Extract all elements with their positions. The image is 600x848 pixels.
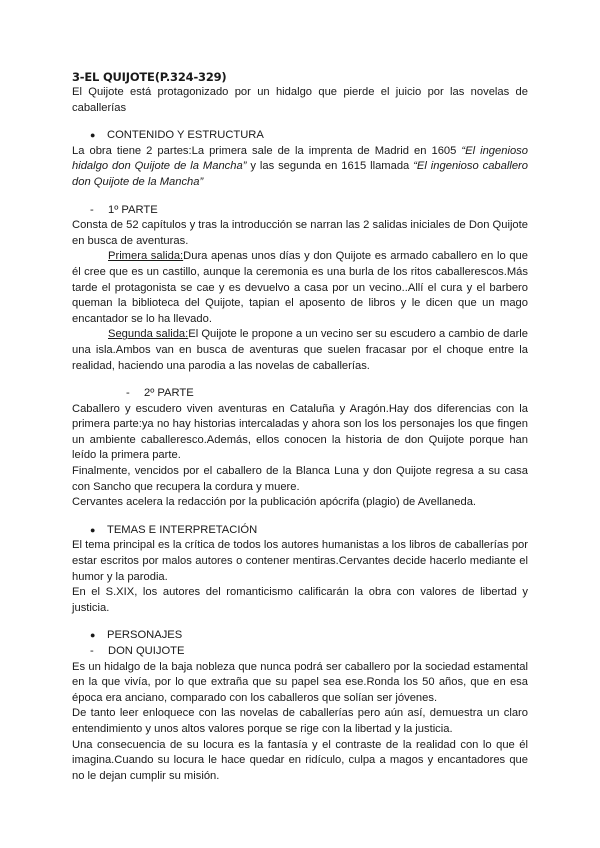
intro-paragraph: El Quijote está protagonizado por un hidalgo que pierde el juicio por las novelas de caballerías [72,86,528,114]
part1-paragraph-2 [72,249,528,327]
section-temas-heading [72,523,528,539]
part2-paragraph-2: Finalmente, vencidos por el caballero de la Blanca Luna y don Quijote regresa a su casa con Sancho que recupera la cordura y muere. [72,465,528,493]
section-heading-text: CONTENIDO Y ESTRUCTURA [107,129,264,142]
document-page [72,70,528,784]
document-title: 3-EL QUIJOTE(P.324-329) [72,70,227,84]
quijote-paragraph-1: Es un hidalgo de la baja nobleza que nunca podrá ser caballero por la sociedad estamental en la que vivía, por lo que extraña que su papel sea ese.Ronda los 50 años, que en esa época era anciano, comparado con los caballeros que solían ser jóvenes. [72,660,528,704]
dash-marker: - [90,645,94,657]
part1-paragraph-1: Consta de 52 capítulos y tras la introducción se narran las 2 salidas iniciales de Don Quijote en busca de aventuras. [72,219,528,247]
section-heading-text: PERSONAJES [107,629,183,642]
bullet-icon: ● [90,130,96,141]
part1-paragraph-3 [72,327,528,374]
text-run: Dura apenas unos días y don Quijote es armado caballero en lo que él cree que es un castillo, aunque la ceremonia es una burla de los ritos caballerescos.Más tarde el protagonista se cae y es devuelvo a casa por un vecino..Allí el cura y el barbero queman la biblioteca del Quijote, tapian el aposento de libros y le dicen que un mago encantador se lo ha llevado. [72,250,528,325]
temas-paragraph-1: El tema principal es la crítica de todos los autores humanistas a los libros de caballerías por estar escritos por malos autores o contener mentiras.Cervantes decide hacerlo mediante el humor y la parodia. [72,539,528,583]
part2-heading [72,386,528,402]
part2-paragraph-3: Cervantes acelera la redacción por la publicación apócrifa (plagio) de Avellaneda. [72,496,477,509]
bullet-icon: ● [90,630,96,641]
text-run: y las segunda en 1615 llamada [246,160,414,173]
quijote-paragraph-3: Una consecuencia de su locura es la fantasía y el contraste de la realidad con lo que él imagina.Cuando su locura le hace quedar en ridículo, culpa a magos y encantadores que no le dejan cumplir su misión. [72,738,528,782]
section-heading-text: TEMAS E INTERPRETACIÓN [107,523,258,536]
temas-paragraph-2: En el S.XIX, los autores del romanticismo calificarán la obra con valores de libertad y justicia. [72,586,528,614]
part2-paragraph-1: Caballero y escudero viven aventuras en Cataluña y Aragón.Hay dos diferencias con la primera parte:ya no hay historias intercaladas y ahora son los los personajes los que fingen un ambiente caballeresco.Además, ellos conocen la historia de don Quijote porque han leído la primera parte. [72,402,528,462]
book-title-1: “El ingenioso hidalgo don Quijote de la Mancha” [72,144,528,173]
dash-marker: - [90,203,94,216]
dash-marker: - [126,387,130,400]
bullet-icon: ● [90,524,96,535]
part1-heading-text: 1º PARTE [108,203,158,216]
primera-salida-label: Primera salida: [108,250,184,263]
section-personajes-heading [72,628,528,644]
part2-heading-text: 2º PARTE [144,387,194,400]
don-quijote-heading-text: DON QUIJOTE [108,645,185,657]
contenido-paragraph [72,144,528,191]
text-run: El Quijote le propone a un vecino ser su escudero a cambio de darle una isla.Ambos van en busca de aventuras que suelen fracasar por el choque entre la realidad, haciendo una parodia a las novelas de caballerías. [72,328,528,372]
section-contenido-heading [72,128,528,144]
part1-heading [72,203,528,219]
segunda-salida-label: Segunda salida: [108,328,189,341]
text-run: La obra tiene 2 partes:La primera sale de la imprenta de Madrid en 1605 [72,144,462,157]
don-quijote-heading [72,644,528,660]
quijote-paragraph-2: De tanto leer enloquece con las novelas de caballerías pero aún así, demuestra un claro entendimiento y unos altos valores porque se rige con la libertad y la justicia. [72,707,528,735]
book-title-2: “El ingenioso caballero don Quijote de la Mancha” [72,160,529,188]
